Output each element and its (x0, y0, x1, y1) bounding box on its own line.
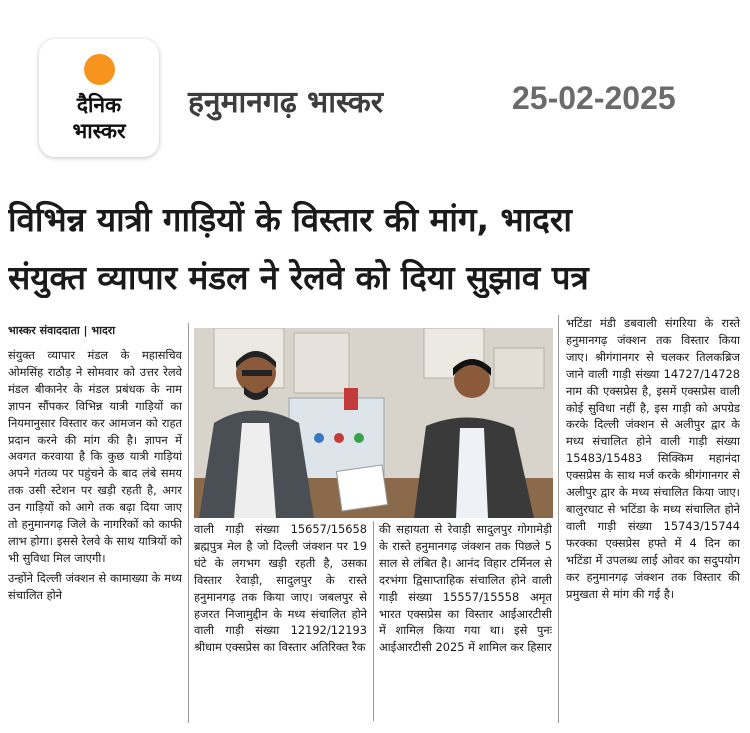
sun-logo-mark (84, 54, 115, 85)
paper-name: हनुमानगढ़ भास्कर (188, 85, 384, 120)
news-photo (194, 328, 553, 518)
paragraph: उन्होंने दिल्ली जंक्शन से कामाख्या के मध्य संचालित होने (8, 570, 182, 602)
article-column-middle-1 (194, 521, 367, 721)
article-column-left (8, 347, 182, 727)
photo-illustration (194, 328, 553, 518)
edition-date: 25-02-2025 (512, 80, 676, 116)
paragraph: संयुक्त व्यापार मंडल के महासचिव ओमसिंह राठौड़ ने सोमवार को उत्तर रेलवे मंडल बीकानेर के मंडल प्रबंधक के नाम ज्ञापन सौंपकर विभिन्न यात्री गाड़ियों का नियमानुसार विस्तार कर आमजन को राहत प्रदान करने की मांग की है। ज्ञापन में अवगत करवाया है कि कुछ यात्री गाड़ियां अपने गंतव्य पर पहुंचने के बाद लंबे समय तक उसी स्टेशन पर खड़ी रहती है, अगर उन गाड़ियों को आगे तक बढ़ा दिया जाए तो हनुमानगढ़ जिले के नागरिकों को काफी लाभ होगा। इससे रेलवे के साथ यात्रियों को भी सुविधा मिल जाएगी। (8, 348, 182, 565)
headline-line2: संयुक्त व्यापार मंडल ने रेलवे को दिया सुझाव पत्र (8, 258, 589, 297)
byline: भास्कर संवाददाता | भादरा (8, 324, 116, 337)
logo-line2: भास्कर (72, 119, 126, 143)
column-divider (188, 323, 189, 723)
dainik-bhaskar-logo (39, 39, 159, 157)
logo-line1: दैनिक (76, 93, 122, 117)
column-divider (373, 521, 374, 721)
article-column-middle-2 (379, 521, 552, 721)
column-divider (558, 315, 559, 723)
headline-line1: विभिन्न यात्री गाड़ियों के विस्तार की मांग, भादरा (8, 200, 572, 239)
paragraph: भटिंडा मंडी डबवाली संगरिया के रास्ते हनुमानगढ़ जंक्शन तक विस्तार किया जाए। श्रीगंगानगर से चलकर तिलकब्रिज जाने वाली गाड़ी संख्या 14727/14728 नाम की एक्सप्रेस है, इसमें एक्सप्रेस वाली कोई सुविधा नहीं है, इस गाड़ी को अपग्रेड करके दिल्ली जंक्शन से अलीपुर द्वार के मध्य संचालित होने वाली गाड़ी संख्या 15483/15483 सिक्किम महानंदा एक्सप्रेस के साथ मर्ज करके श्रीगंगानगर से अलीपुर द्वार के मध्य संचालित किया जाए। बालुरघाट से भटिंडा के मध्य संचालित होने वाली गाड़ी संख्या 15743/15744 फरक्का एक्सप्रेस हफ्ते में 4 दिन का भटिंडा में उपलब्ध लाई ओवर का सदुपयोग कर हनुमानगढ़ जंक्शन तक विस्तार की प्रमुखता से मांग की गई है। (566, 316, 740, 601)
paragraph: की सहायता से रेवाड़ी सादुलपुर गोगामेड़ी के रास्ते हनुमानगढ़ जंक्शन तक पिछले 5 साल से लंबित है। आनंद विहार टर्मिनल से दरभंगा द्विसाप्ताहिक संचालित होने वाली गाड़ी संख्या 15557/15558 अमृत भारत एक्सप्रेस का विस्तार आईआरटीसी में शामिल किया गया था। इसे पुनः आईआरटीसी 2025 में शामिल कर हिसार (379, 522, 552, 655)
paragraph: वाली गाड़ी संख्या 15657/15658 ब्रह्मपुत्र मेल है जो दिल्ली जंक्शन पर 19 घंटे के लगभग खड़ी रहती है, उसका विस्तार रेवाड़ी, सादुलपुर के रास्ते हनुमानगढ़ तक किया जाए। जबलपुर से हजरत निजामुद्दीन के मध्य संचालित होने वाली गाड़ी संख्या 12192/12193 श्रीधाम एक्सप्रेस का विस्तार अतिरिक्त रैक (194, 522, 367, 655)
article-column-right (566, 315, 740, 715)
